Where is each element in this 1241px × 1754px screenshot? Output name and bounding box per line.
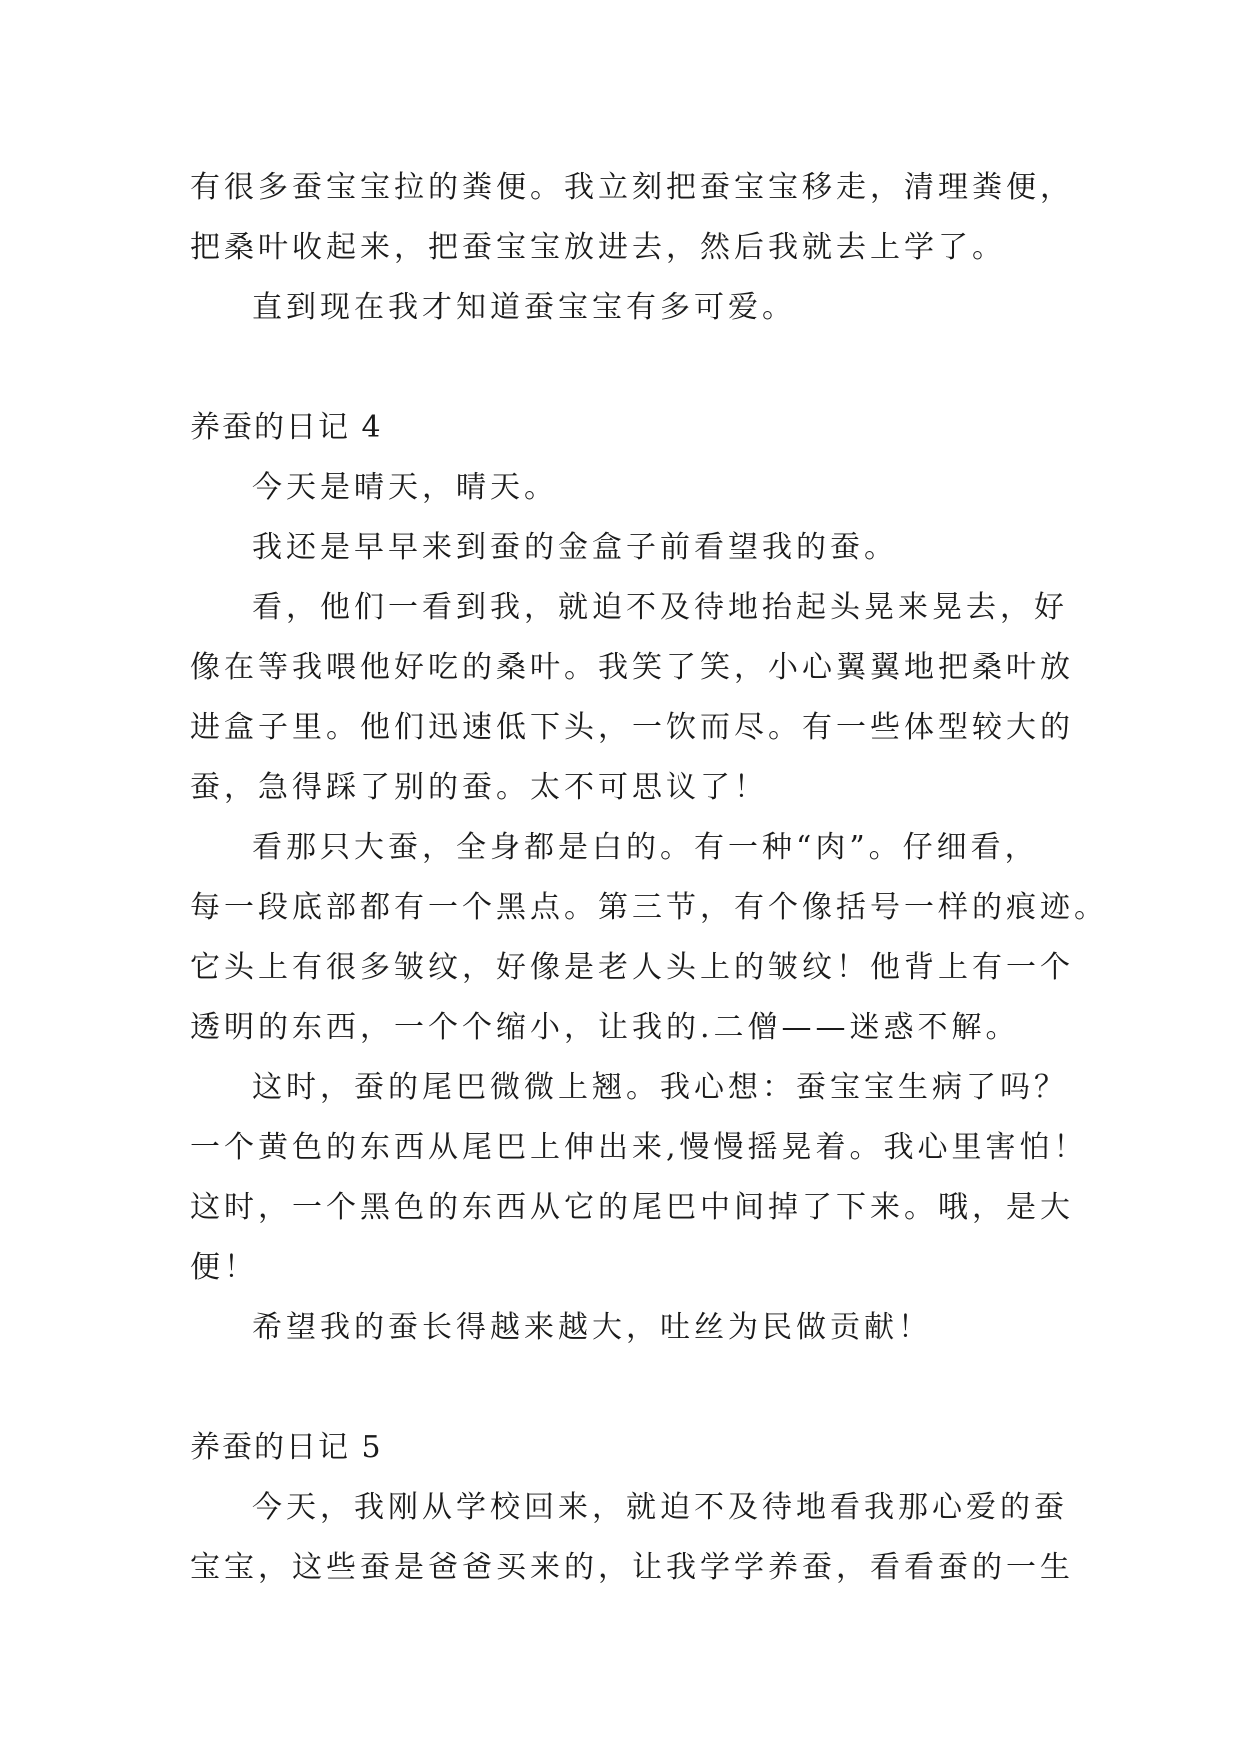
section-spacer xyxy=(190,338,1070,398)
paragraph-line: 宝宝，这些蚕是爸爸买来的，让我学学养蚕，看看蚕的一生 xyxy=(190,1550,1074,1585)
paragraph-line: 看那只大蚕，全身都是白的。有一种“肉”。仔细看， xyxy=(252,830,1039,865)
paragraph-line: 今天是晴天，晴天。 xyxy=(252,470,558,505)
paragraph-line: 今天，我刚从学校回来，就迫不及待地看我那心爱的蚕 xyxy=(252,1490,1068,1525)
paragraph-line: 把桑叶收起来，把蚕宝宝放进去，然后我就去上学了。 xyxy=(190,230,1006,265)
paragraph-line: 直到现在我才知道蚕宝宝有多可爱。 xyxy=(252,290,796,325)
paragraph-line: 像在等我喂他好吃的桑叶。我笑了笑，小心翼翼地把桑叶放 xyxy=(190,650,1074,685)
paragraph-line: 蚕，急得踩了别的蚕。太不可思议了！ xyxy=(190,770,768,805)
paragraph-line: 便！ xyxy=(190,1250,258,1285)
section-spacer xyxy=(190,1358,1070,1418)
paragraph-line: 我还是早早来到蚕的金盒子前看望我的蚕。 xyxy=(252,530,898,565)
paragraph-line: 进盒子里。他们迅速低下头，一饮而尽。有一些体型较大的 xyxy=(190,710,1074,745)
document-body xyxy=(190,158,1108,1598)
paragraph-line: 它头上有很多皱纹，好像是老人头上的皱纹！他背上有一个 xyxy=(190,950,1074,985)
paragraph-line: 看，他们一看到我，就迫不及待地抬起头晃来晃去，好 xyxy=(252,590,1068,625)
section-heading-5: 养蚕的日记 5 xyxy=(190,1430,383,1465)
paragraph-line: 有很多蚕宝宝拉的粪便。我立刻把蚕宝宝移走，清理粪便， xyxy=(190,170,1074,205)
paragraph-line: 每一段底部都有一个黑点。第三节，有个像括号一样的痕迹。 xyxy=(190,890,1108,925)
section-heading-4: 养蚕的日记 4 xyxy=(190,410,383,445)
paragraph-line: 这时，一个黑色的东西从它的尾巴中间掉了下来。哦，是大 xyxy=(190,1190,1074,1225)
paragraph-line: 希望我的蚕长得越来越大，吐丝为民做贡献！ xyxy=(252,1310,932,1345)
paragraph-line: 一个黄色的东西从尾巴上伸出来,慢慢摇晃着。我心里害怕！ xyxy=(190,1130,1088,1165)
paragraph-line: 透明的东西，一个个缩小，让我的.二僧——迷惑不解。 xyxy=(190,1010,1020,1045)
paragraph-line: 这时，蚕的尾巴微微上翘。我心想：蚕宝宝生病了吗？ xyxy=(252,1070,1068,1105)
